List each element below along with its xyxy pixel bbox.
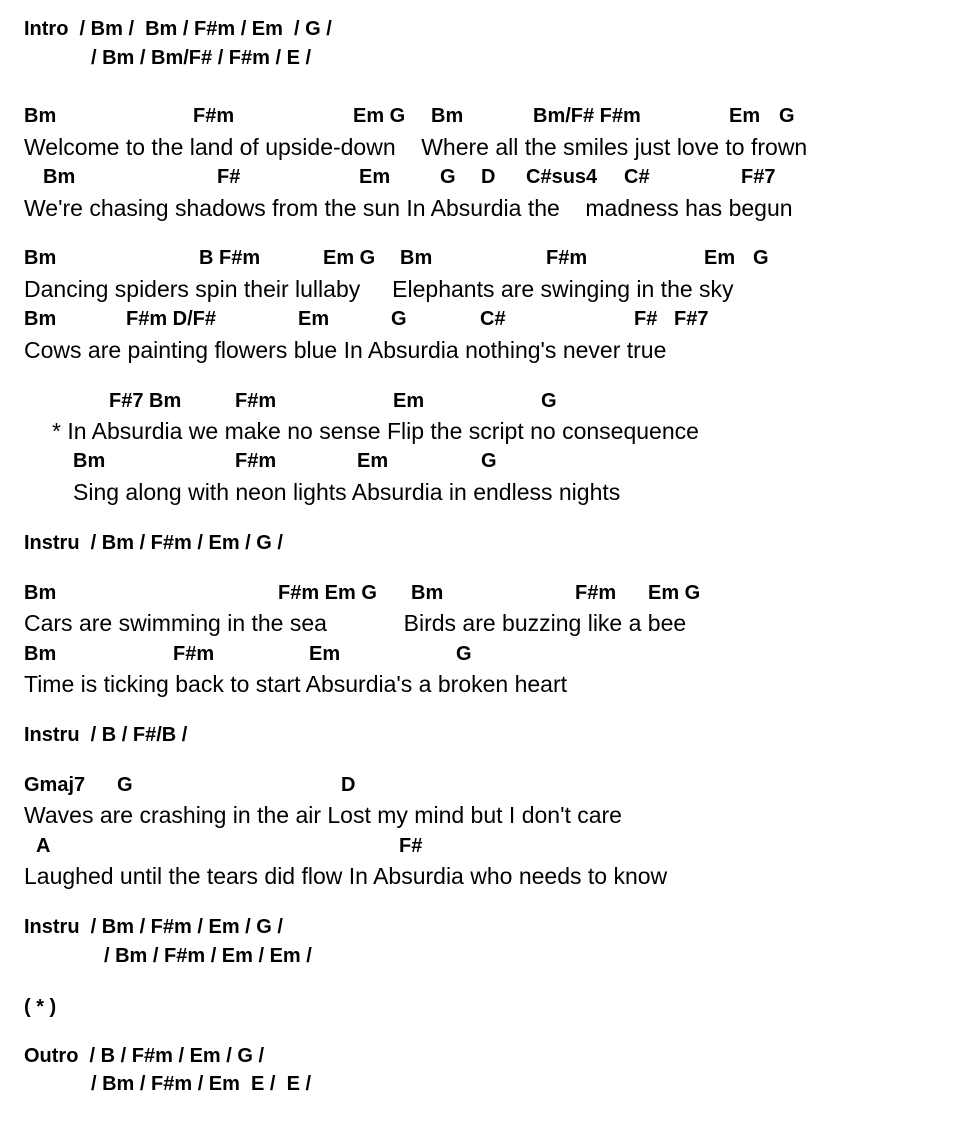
chord: Bm xyxy=(24,308,57,330)
chord: Em xyxy=(393,390,425,412)
chord: Bm xyxy=(400,247,433,269)
instrumental-line: Instru / Bm / F#m / Em / G / xyxy=(24,916,283,938)
chord: Bm xyxy=(24,582,57,604)
chord: Bm xyxy=(431,105,464,127)
lyric-line: * In Absurdia we make no sense Flip the script no consequence xyxy=(52,418,699,444)
chord: F#m xyxy=(235,390,277,412)
chord: Bm xyxy=(24,105,57,127)
chord: G xyxy=(779,105,795,127)
chord: Em G xyxy=(648,582,701,604)
chord: F#m xyxy=(575,582,617,604)
chord: F# xyxy=(217,166,241,188)
chord: C# xyxy=(480,308,506,330)
chord: Em G xyxy=(323,247,376,269)
instrumental-line: Instru / Bm / F#m / Em / G / xyxy=(24,532,283,554)
instrumental-line-2: / Bm / F#m / Em / Em / xyxy=(104,945,312,967)
chord: Bm xyxy=(24,643,57,665)
intro-line-2: / Bm / Bm/F# / F#m / E / xyxy=(91,47,312,69)
intro-line-1: Intro / Bm / Bm / F#m / Em / G / xyxy=(24,18,332,40)
lyric-line: Cars are swimming in the sea Birds are buzzing like a bee xyxy=(24,610,687,636)
chord: G xyxy=(481,450,497,472)
chord: Em xyxy=(729,105,761,127)
lyric-line: Welcome to the land of upside-down Where all the smiles just love to frown xyxy=(24,134,808,160)
chord: Bm xyxy=(73,450,106,472)
chord: F#m xyxy=(235,450,277,472)
repeat-chorus-marker: ( * ) xyxy=(24,996,57,1018)
chord: F#7 xyxy=(674,308,709,330)
outro-line-1: Outro / B / F#m / Em / G / xyxy=(24,1045,265,1067)
lyric-line: Cows are painting flowers blue In Absurdia nothing's never true xyxy=(24,337,667,363)
chord: D xyxy=(341,774,356,796)
chord: B F#m xyxy=(199,247,261,269)
chord: Em xyxy=(309,643,341,665)
chord: F#m xyxy=(193,105,235,127)
lyric-line: Laughed until the tears did flow In Absurdia who needs to know xyxy=(24,863,668,889)
chord: F#7 xyxy=(741,166,776,188)
chord: F# xyxy=(634,308,658,330)
chord: Bm xyxy=(411,582,444,604)
chord: G xyxy=(456,643,472,665)
chord: Em xyxy=(357,450,389,472)
lyric-line: Dancing spiders spin their lullaby Elephants are swinging in the sky xyxy=(24,276,734,302)
chord: F#7 Bm xyxy=(109,390,182,412)
chord: Em xyxy=(298,308,330,330)
chord: G xyxy=(117,774,133,796)
chord: Bm xyxy=(24,247,57,269)
chord: G xyxy=(391,308,407,330)
chord: C#sus4 xyxy=(526,166,598,188)
chord: Bm xyxy=(43,166,76,188)
chord: F# xyxy=(399,835,423,857)
chord: G xyxy=(440,166,456,188)
lyric-line: We're chasing shadows from the sun In Absurdia the madness has begun xyxy=(24,195,793,221)
chord: Em G xyxy=(353,105,406,127)
lyric-line: Time is ticking back to start Absurdia's a broken heart xyxy=(24,671,568,697)
lyric-line: Waves are crashing in the air Lost my mind but I don't care xyxy=(24,802,622,828)
chord: F#m xyxy=(546,247,588,269)
instrumental-line: Instru / B / F#/B / xyxy=(24,724,188,746)
chord: Bm/F# F#m xyxy=(533,105,641,127)
chord: A xyxy=(36,835,51,857)
chord: F#m xyxy=(173,643,215,665)
lyric-line: Sing along with neon lights Absurdia in endless nights xyxy=(73,479,621,505)
outro-line-2: / Bm / F#m / Em E / E / xyxy=(91,1073,312,1095)
chord: F#m Em G xyxy=(278,582,377,604)
chord: G xyxy=(541,390,557,412)
chord: D xyxy=(481,166,496,188)
chord: C# xyxy=(624,166,650,188)
chord: F#m D/F# xyxy=(126,308,217,330)
chord: Em xyxy=(359,166,391,188)
chord: G xyxy=(753,247,769,269)
chord: Em xyxy=(704,247,736,269)
chord: Gmaj7 xyxy=(24,774,86,796)
